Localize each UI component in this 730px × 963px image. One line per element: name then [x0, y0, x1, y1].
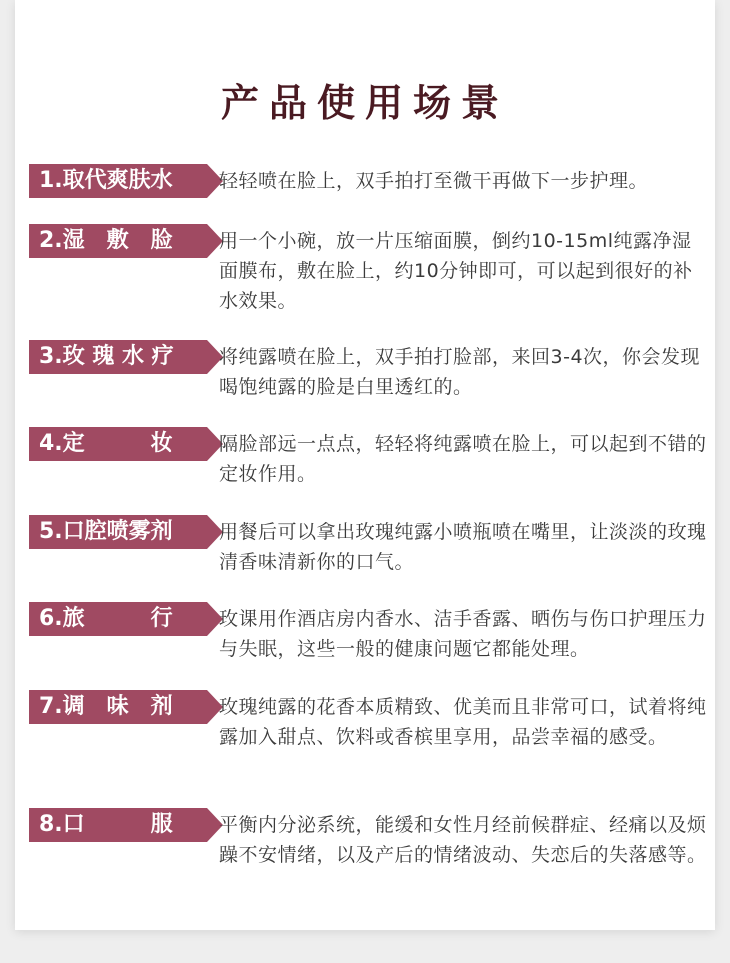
scenario-label: 4.定 妆 [29, 427, 207, 461]
scenario-description: 隔脸部远一点点，轻轻将纯露喷在脸上，可以起到不错的定妆作用。 [219, 433, 707, 485]
scenario-description: 将纯露喷在脸上，双手拍打脸部，来回3-4次，你会发现喝饱纯露的脸是白里透红的。 [219, 346, 701, 398]
scenario-description: 玫课用作酒店房内香水、洁手香露、晒伤与伤口护理压力与失眠，这些一般的健康问题它都能处理。 [219, 608, 707, 660]
scenario-description: 平衡内分泌系统，能缓和女性月经前候群症、经痛以及烦躁不安情绪，以及产后的情绪波动、失恋后的失落感等。 [219, 814, 707, 866]
scenario-label: 8.口 服 [29, 808, 207, 842]
scenario-description: 用一个小碗，放一片压缩面膜，倒约10-15ml纯露净湿面膜布，敷在脸上，约10分钟即可，可以起到很好的补水效果。 [219, 230, 693, 312]
scenario-label: 1.取代爽肤水 [29, 164, 207, 198]
content-card [15, 0, 715, 930]
scenario-label: 6.旅 行 [29, 602, 207, 636]
scenario-label: 5.口腔喷雾剂 [29, 515, 207, 549]
scenario-label: 3.玫 瑰 水 疗 [29, 340, 207, 374]
scenario-description: 轻轻喷在脸上，双手拍打至微干再做下一步护理。 [219, 170, 649, 192]
scenario-label: 7.调 味 剂 [29, 690, 207, 724]
scenario-label: 2.湿 敷 脸 [29, 224, 207, 258]
page-title: 产品使用场景 [220, 81, 509, 125]
scenario-description: 玫瑰纯露的花香本质精致、优美而且非常可口，试着将纯露加入甜点、饮料或香槟里享用，品尝幸福的感受。 [219, 696, 707, 748]
scenario-description: 用餐后可以拿出玫瑰纯露小喷瓶喷在嘴里，让淡淡的玫瑰清香味清新你的口气。 [219, 521, 707, 573]
